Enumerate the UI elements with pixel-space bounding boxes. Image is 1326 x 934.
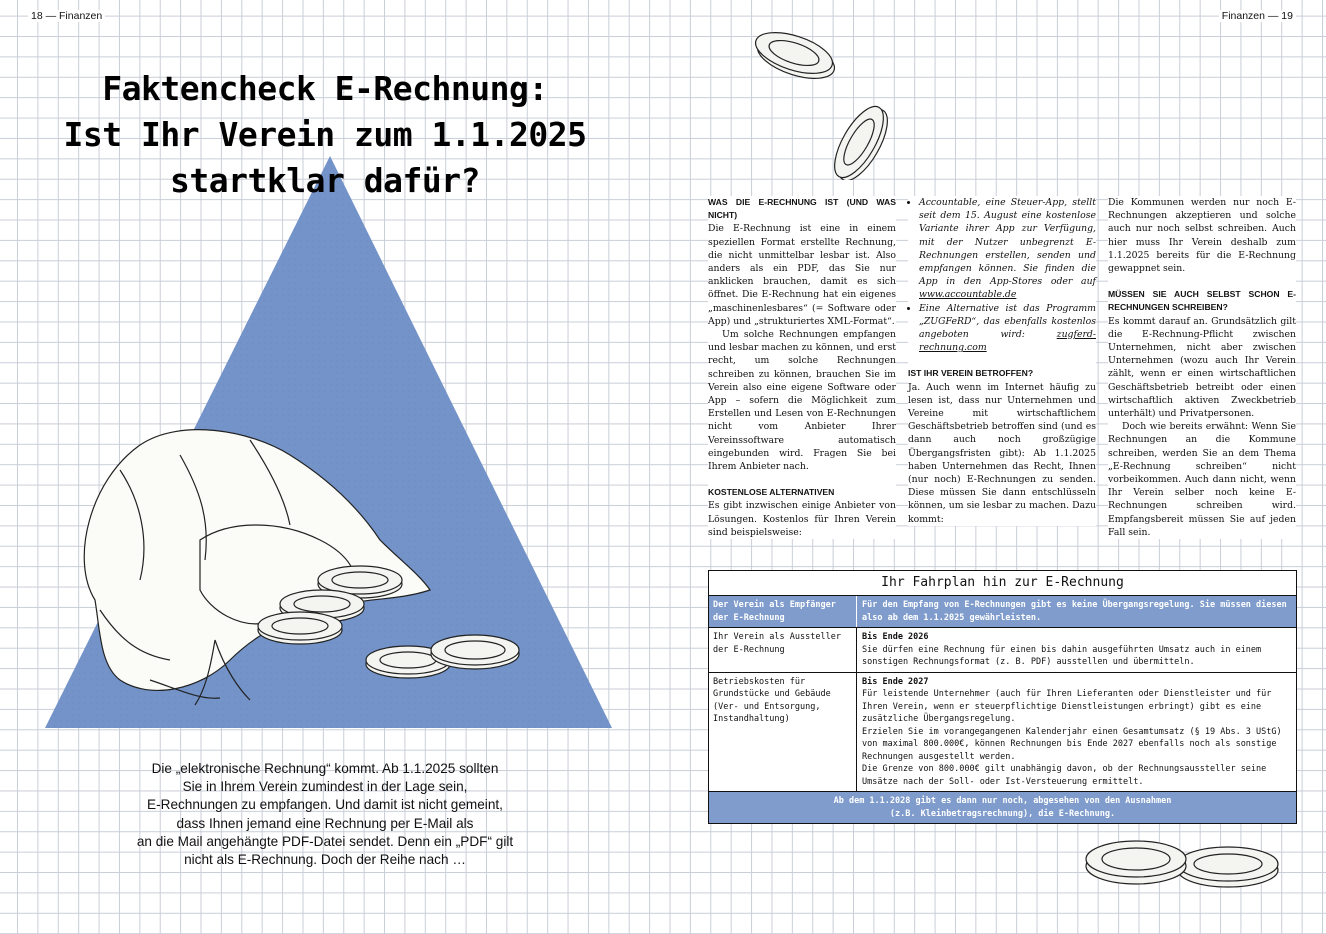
row-label: Der Verein als Empfänger der E-Rechnung	[709, 596, 857, 627]
paragraph: Um solche Rechnungen empfangen und lesbar machen zu können, und erst recht, um solche Rechnungen schreiben zu können, brauchen Sie im Verein also eine eigene Software oder App – sofern die Möglichkeit zum Erstellen und Lesen von E-Rechnungen nicht vom Anbieter Ihrer Vereinssoftware automatisch eingebunden wird. Fragen Sie bei Ihrem Anbieter nach.	[708, 329, 896, 473]
intro-line: dass Ihnen jemand eine Rechnung per E-Mail als	[176, 815, 474, 831]
headline	[60, 66, 590, 204]
paragraph: Die E-Rechnung ist eine in einem speziellen Format erstellte Rechnung, die nicht unmittelbar lesbar ist. Also anders als ein PDF, das Sie nur anklicken brauchen, damit es sich öffnet. Die E-Rechnung hat ein eigenes „maschinenlesbares“ (= Software oder App) und „strukturiertes XML-Format“.	[708, 223, 896, 327]
row-heading: Bis Ende 2026	[862, 632, 929, 642]
section-heading: WAS DIE E-RECHNUNG IST (UND WAS NICHT)	[708, 197, 896, 221]
page-folio-right: Finanzen — 19	[1219, 10, 1296, 22]
falling-coins-icon	[748, 20, 898, 180]
paragraph: Es gibt inzwischen einige Anbieter von Lösungen. Kostenlos für Ihren Verein sind beispielsweise:	[708, 500, 896, 538]
headline-line: startklar dafür?	[170, 161, 480, 200]
row-text: Für den Empfang von E-Rechnungen gibt es keine Übergangsregelung. Sie müssen diesen also ab dem 1.1.2025 gewährleisten.	[862, 600, 1287, 623]
table-row	[709, 673, 1296, 793]
alternatives-list	[908, 196, 1096, 354]
list-item-text: Accountable, eine Steuer-App, stellt seit dem 15. August eine kostenlose Variante ihrer App zur Verfügung, mit der Nutzer unbegrenzt E-Rechnungen erstellen, senden und empfangen können. Sie finden die App in den App-Stores oder auf	[919, 197, 1096, 288]
row-value	[857, 628, 1296, 672]
list-item	[919, 196, 1096, 302]
table-title: Ihr Fahrplan hin zur E-Rechnung	[709, 571, 1296, 596]
paragraph: Es kommt darauf an. Grundsätzlich gilt die E-Rechnung-Pflicht zwischen Unternehmen, nicht aber zwischen Unternehmen (wozu auch Ihr Verein zählt, wenn er einen wirtschaftlichen Geschäftsbetrieb betreibt oder einen wirtschaftlich aktiven Zweckbetrieb unterhält) und Privatpersonen.	[1108, 315, 1296, 420]
article-column-3	[1108, 196, 1296, 539]
row-value	[857, 596, 1296, 627]
table-footer	[709, 792, 1296, 823]
roadmap-table	[708, 570, 1297, 824]
intro-line: Die „elektronische Rechnung“ kommt. Ab 1.1.2025 sollten	[151, 761, 499, 776]
row-label: Betriebskosten für Grundstücke und Gebäude (Ver- und Entsorgung, Instandhaltung)	[709, 673, 857, 792]
section-heading: MÜSSEN SIE AUCH SELBST SCHON E-RECHNUNGEN SCHREIBEN?	[1108, 289, 1296, 313]
intro-line: nicht als E-Rechnung. Doch der Reihe nach …	[184, 852, 466, 868]
headline-line: Faktencheck E-Rechnung:	[102, 69, 548, 108]
paragraph: Die Kommunen werden nur noch E-Rechnungen akzeptieren und solche auch nur noch selbst schreiben. Auch hier muss Ihr Verein deshalb zum 1.1.2025 bereits für die E-Rechnung gewappnet sein.	[1108, 197, 1296, 275]
list-item-text: Eine Alternative ist das Programm „ZUGFeRD“, das ebenfalls kostenlos angeboten wird:	[919, 302, 1096, 341]
intro-line: Sie in Ihrem Verein zumindest in der Lage sein,	[182, 779, 468, 795]
row-text: Erzielen Sie im vorangegangenen Kalenderjahr einen Gesamtumsatz (§ 19 Abs. 3 UStG) von maximal 800.000€, können Rechnungen bis Ende 2027 ebenfalls noch als sonstige Rechnungen ausgestellt werden.	[862, 726, 1282, 762]
intro-text	[120, 760, 530, 869]
intro-line: E-Rechnungen zu empfangen. Und damit ist nicht gemeint,	[147, 797, 503, 813]
row-value	[857, 673, 1296, 792]
page-folio-left: 18 — Finanzen	[28, 10, 105, 22]
section-heading: IST IHR VEREIN BETROFFEN?	[908, 368, 1034, 379]
zugferd-link[interactable]: zugferd-rechnung.com	[919, 329, 1096, 354]
row-label: Ihr Verein als Aussteller der E-Rechnung	[709, 628, 857, 672]
footer-line: Ab dem 1.1.2028 gibt es dann nur noch, abgesehen von den Ausnahmen	[833, 796, 1172, 806]
paragraph: Doch wie bereits erwähnt: Wenn Sie Rechnungen an die Kommune schreiben, werden Sie an dem Thema „E-Rechnung schreiben“ nicht vorbeikommen. Auch dann nicht, wenn Ihr Verein selber noch keine E-Rechnungen schreiben wird. Empfangsbereit müssen Sie auf jeden Fall sein.	[1108, 421, 1296, 538]
accountable-link[interactable]: www.accountable.de	[919, 289, 1017, 301]
row-text: Die Grenze von 800.000€ gilt unabhängig davon, ob der Rechnungsaussteller seine Umsätze nach der Soll- oder Ist-Versteuerung ermittelt.	[862, 764, 1267, 787]
list-item	[919, 302, 1096, 355]
article-column-2	[908, 196, 1096, 526]
table-row	[709, 628, 1296, 673]
footer-line: (z.B. Kleinbetragsrechnung), die E-Rechnung.	[889, 808, 1116, 819]
row-text: Sie dürfen eine Rechnung für einen bis dahin ausgeführten Umsatz auch in einem sonstigen Rechnungsformat (z. B. PDF) ausstellen und übermitteln.	[862, 644, 1262, 667]
row-text: Für leistende Unternehmer (auch für Ihren Lieferanten oder Dienstleister und für Ihren Verein, wenn er steuerpflichtige Dienstleistungen erbringt) gibt es eine zusätzliche Übergangsregelung.	[862, 689, 1272, 724]
headline-line: Ist Ihr Verein zum 1.1.2025	[63, 115, 587, 154]
article-column-1	[708, 196, 896, 539]
intro-line: an die Mail angehängte PDF-Datei sendet. Denn ein „PDF“ gilt	[136, 833, 514, 849]
coins-bottom-icon	[1080, 826, 1285, 896]
table-row	[709, 596, 1296, 628]
row-heading: Bis Ende 2027	[862, 676, 929, 687]
section-heading: KOSTENLOSE ALTERNATIVEN	[708, 487, 835, 498]
paragraph: Ja. Auch wenn im Internet häufig zu lesen ist, dass nur Unternehmen und Vereine mit wirtschaftlichem Geschäftsbetrieb betroffen sind (und es dann auch noch großzügige Übergangsfristen gibt): Ab 1.1.2025 haben Unternehmen das Recht, Ihnen (nur noch) E-Rechnungen zu senden. Diese müssen Sie dann entschlüsseln können, um sie lesbar zu machen. Dazu kommt:	[908, 381, 1096, 525]
